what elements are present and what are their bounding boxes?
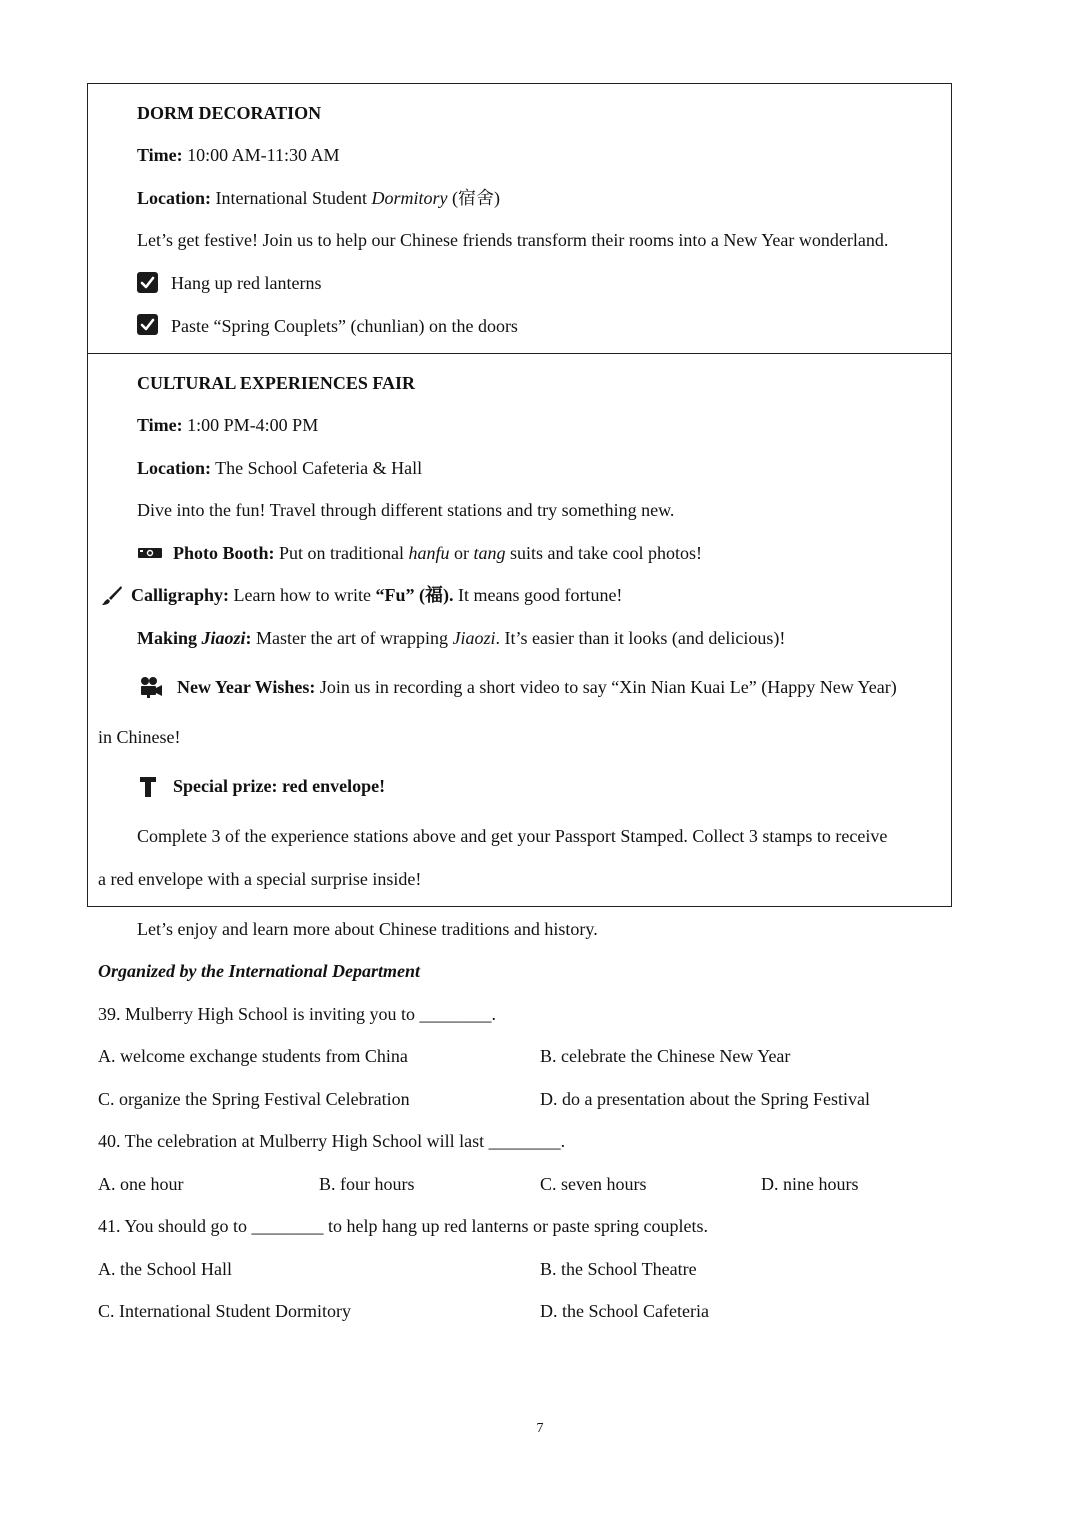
question-40-option-b: B. four hours: [319, 1174, 415, 1194]
brush-icon: [101, 584, 123, 606]
red-envelope-icon: [139, 776, 157, 798]
question-40-option-d: D. nine hours: [761, 1174, 859, 1194]
question-41-option-a: A. the School Hall: [98, 1259, 232, 1279]
photo-booth-tang: tang: [473, 543, 506, 563]
dorm-location-italic: Dormitory: [371, 188, 448, 208]
question-39-option-a: A. welcome exchange students from China: [98, 1046, 408, 1066]
camera-icon: [138, 547, 162, 559]
dorm-location-suffix: (宿舍): [447, 188, 500, 208]
question-40-option-a: A. one hour: [98, 1174, 184, 1194]
fair-location-label: Location:: [137, 458, 211, 478]
dorm-task-1: Hang up red lanterns: [171, 273, 322, 293]
closing-text: Let’s enjoy and learn more about Chinese traditions and history.: [137, 919, 598, 939]
dorm-decoration-box: [87, 83, 952, 354]
question-41-option-b: B. the School Theatre: [540, 1259, 697, 1279]
question-41-option-c: C. International Student Dormitory: [98, 1301, 351, 1321]
photo-booth-text-1: Put on traditional: [274, 543, 409, 563]
question-39-option-c: C. organize the Spring Festival Celebration: [98, 1089, 410, 1109]
organizer-text: Organized by the International Department: [98, 961, 421, 981]
fair-title: CULTURAL EXPERIENCES FAIR: [137, 373, 416, 393]
wishes-text-1: Join us in recording a short video to say “Xin Nian Kuai Le” (Happy New Year): [315, 677, 897, 697]
fair-location-value: The School Cafeteria & Hall: [211, 458, 423, 478]
question-41-stem: 41. You should go to ________ to help hang up red lanterns or paste spring couplets.: [98, 1216, 708, 1236]
question-39-stem: 39. Mulberry High School is inviting you to ________.: [98, 1004, 496, 1024]
calligraphy-fu: “Fu” (福).: [375, 585, 454, 605]
prize-line-2: a red envelope with a special surprise inside!: [98, 869, 422, 889]
question-41-option-d: D. the School Cafeteria: [540, 1301, 709, 1321]
jiaozi-label-italic: Jiaozi: [201, 628, 246, 648]
checkbox-checked-icon: [137, 272, 158, 293]
fair-time-label: Time:: [137, 415, 183, 435]
question-40-stem: 40. The celebration at Mulberry High School will last ________.: [98, 1131, 566, 1151]
jiaozi-line: [137, 629, 785, 647]
photo-booth-label: Photo Booth:: [173, 543, 275, 563]
wishes-text-2: in Chinese!: [98, 727, 181, 747]
fair-location: [137, 459, 422, 477]
dorm-location-label: Location:: [137, 188, 211, 208]
question-39-option-d: D. do a presentation about the Spring Festival: [540, 1089, 870, 1109]
photo-booth-hanfu: hanfu: [408, 543, 450, 563]
prize-line-1: Complete 3 of the experience stations above and get your Passport Stamped. Collect 3 stamps to receive: [137, 826, 888, 846]
jiaozi-text-2: . It’s easier than it looks (and delicious)!: [495, 628, 786, 648]
dorm-time: [137, 146, 340, 164]
fair-time-value: 1:00 PM-4:00 PM: [182, 415, 319, 435]
jiaozi-label-colon: :: [245, 628, 252, 648]
jiaozi-label-prefix: Making: [137, 628, 202, 648]
dorm-task-2: Paste “Spring Couplets” (chunlian) on the doors: [171, 316, 518, 336]
photo-booth-line: [173, 544, 702, 562]
fair-description: Dive into the fun! Travel through different stations and try something new.: [137, 500, 675, 520]
dorm-location-prefix: International Student: [211, 188, 372, 208]
page-number: 7: [536, 1421, 544, 1436]
calligraphy-text-2: It means good fortune!: [453, 585, 623, 605]
calligraphy-label: Calligraphy:: [131, 585, 230, 605]
checkbox-checked-icon: [137, 314, 158, 335]
calligraphy-line: [131, 586, 622, 604]
wishes-label: New Year Wishes:: [177, 677, 316, 697]
dorm-time-value: 10:00 AM-11:30 AM: [182, 145, 340, 165]
fair-time: [137, 416, 318, 434]
photo-booth-text-2: or: [449, 543, 474, 563]
jiaozi-text-1: Master the art of wrapping: [251, 628, 453, 648]
dorm-location: [137, 189, 500, 207]
question-39-option-b: B. celebrate the Chinese New Year: [540, 1046, 791, 1066]
wishes-line: [177, 678, 897, 696]
jiaozi-italic: Jiaozi: [452, 628, 496, 648]
calligraphy-text-1: Learn how to write: [229, 585, 376, 605]
dorm-title: DORM DECORATION: [137, 103, 322, 123]
photo-booth-text-3: suits and take cool photos!: [505, 543, 703, 563]
question-40-option-c: C. seven hours: [540, 1174, 647, 1194]
dorm-time-label: Time:: [137, 145, 183, 165]
video-camera-icon: [139, 676, 163, 698]
dorm-description: Let’s get festive! Join us to help our Chinese friends transform their rooms into a New Year wonderland.: [137, 230, 889, 250]
prize-title: Special prize: red envelope!: [173, 776, 386, 796]
